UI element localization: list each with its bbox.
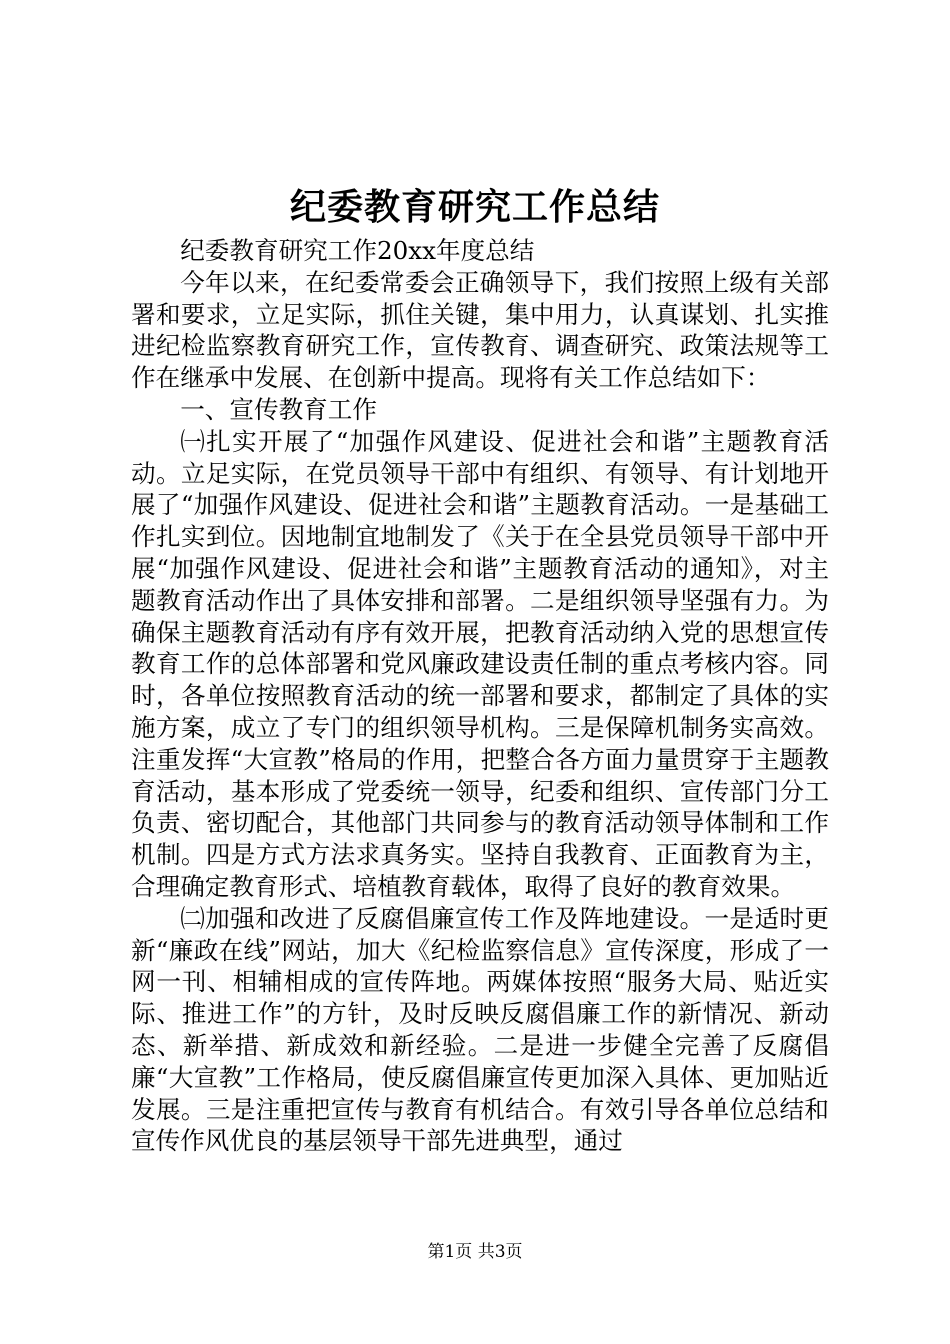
intro-paragraph: 今年以来，在纪委常委会正确领导下，我们按照上级有关部署和要求，立足实际，抓住关键，集中用力，认真谋划、扎实推进纪检监察教育研究工作，宣传教育、调查研究、政策法规等工作在继承中发展、在创新中提高。现将有关工作总结如下： <box>131 267 829 393</box>
body-paragraph: ㈠扎实开展了“加强作风建设、促进社会和谐”主题教育活动。立足实际，在党员领导干部中有组织、有领导、有计划地开展了“加强作风建设、促进社会和谐”主题教育活动。一是基础工作扎实到位。因地制宜地制发了《关于在全县党员领导干部中开展“加强作风建设、促进社会和谐”主题教育活动的通知》，对主题教育活动作出了具体安排和部署。二是组织领导坚强有力。为确保主题教育活动有序有效开展，把教育活动纳入党的思想宣传教育工作的总体部署和党风廉政建设责任制的重点考核内容。同时，各单位按照教育活动的统一部署和要求，都制定了具体的实施方案，成立了专门的组织领导机构。三是保障机制务实高效。注重发挥“大宣教”格局的作用，把整合各方面力量贯穿于主题教育活动，基本形成了党委统一领导，纪委和组织、宣传部门分工负责、密切配合，其他部门共同参与的教育活动领导体制和工作机制。四是方式方法求真务实。坚持自我教育、正面教育为主，合理确定教育形式、培植教育载体，取得了良好的教育效果。 <box>131 426 829 901</box>
subtitle-paragraph: 纪委教育研究工作20xx年度总结 <box>180 236 535 265</box>
page-footer: 第1页 共3页 <box>427 1242 523 1262</box>
document-title: 纪委教育研究工作总结 <box>289 187 660 228</box>
body-paragraph: ㈡加强和改进了反腐倡廉宣传工作及阵地建设。一是适时更新“廉政在线”网站，加大《纪检监察信息》宣传深度，形成了一网一刊、相辅相成的宣传阵地。两媒体按照“服务大局、贴近实际、推进工作”的方针，及时反映反腐倡廉工作的新情况、新动态、新举措、新成效和新经验。二是进一步健全完善了反腐倡廉“大宣教”工作格局，使反腐倡廉宣传更加深入具体、更加贴近发展。三是注重把宣传与教育有机结合。有效引导各单位总结和宣传作风优良的基层领导干部先进典型，通过 <box>131 903 829 1156</box>
section-heading: 一、宣传教育工作 <box>180 394 377 424</box>
document-body <box>131 235 829 1157</box>
